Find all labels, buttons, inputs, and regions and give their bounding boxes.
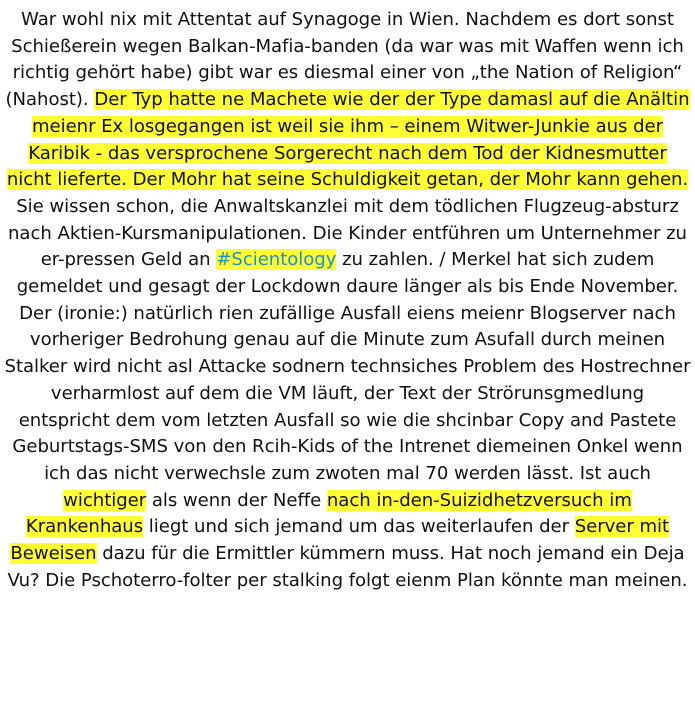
text-segment: als wenn der Neffe (146, 489, 327, 511)
highlighted-text: nach in-den-Suizidhetzversuch im Krankenhaus (25, 489, 632, 538)
hashtag-link[interactable]: #Scientology (216, 249, 337, 271)
text-segment: liegt und sich jemand um das weiterlaufen der (143, 516, 575, 538)
highlighted-text: wichtiger (63, 489, 147, 511)
text-segment: Sie wissen schon, die Anwaltskanzlei mit dem tödlichen Flugzeug-absturz nach Aktien-Kursmanipulationen. Die Kinder entführen um Unternehmer zu er-pressen Geld an (8, 195, 687, 271)
text-segment: zu zahlen. / Merkel hat sich zudem gemeldet und gesagt der Lockdown daure länger als bis Ende November. Der (ironie:) natürlich rien zufällige Ausfall eiens meienr Blogserver nach vorheriger Bedrohung genau auf die Minute zum Asufall durch meinen Stalker wird nicht asl Attacke sodnern technsiches Problem des Hostrechner verharmlost auf dem die VM läuft, der Text der Strörunsgmedlung entspricht dem vom letzten Ausfall so wie die shcinbar Copy and Pastete Geburtstags-SMS von den Rcih-Kids of the Intrenet diemeinen Onkel wenn ich das nicht verwechsle zum zwoten mal 70 werden lässt. Ist auch (4, 249, 691, 484)
text-segment: dazu für die Ermittler kümmern muss. Hat noch jemand ein Deja Vu? Die Pschoterro-folter per stalking folgt eienm Plan könnte man meinen. (7, 543, 688, 591)
highlighted-text: Server mit Beweisen (10, 516, 670, 565)
document-text (4, 7, 691, 594)
text-segment: War wohl nix mit Attentat auf Synagoge in Wien. Nachdem es dort sonst Schießerein wegen Balkan-Mafia-banden (da war was mit Waffen wenn ich richtig gehört habe) gibt war es diesmal einer von „the Nation of Religion“ (Nahost). (5, 9, 684, 111)
highlighted-text: Der Typ hatte ne Machete wie der der Type damasl auf die Anältin meienr Ex losgegangen ist weil sie ihm – einem Witwer-Junkie aus der Karibik - das versprochene Sorgerecht nach dem Tod der Kidnesmutter nicht lieferte. Der Mohr hat seine Schuldigkeit getan, der Mohr kann gehen. (6, 89, 690, 191)
